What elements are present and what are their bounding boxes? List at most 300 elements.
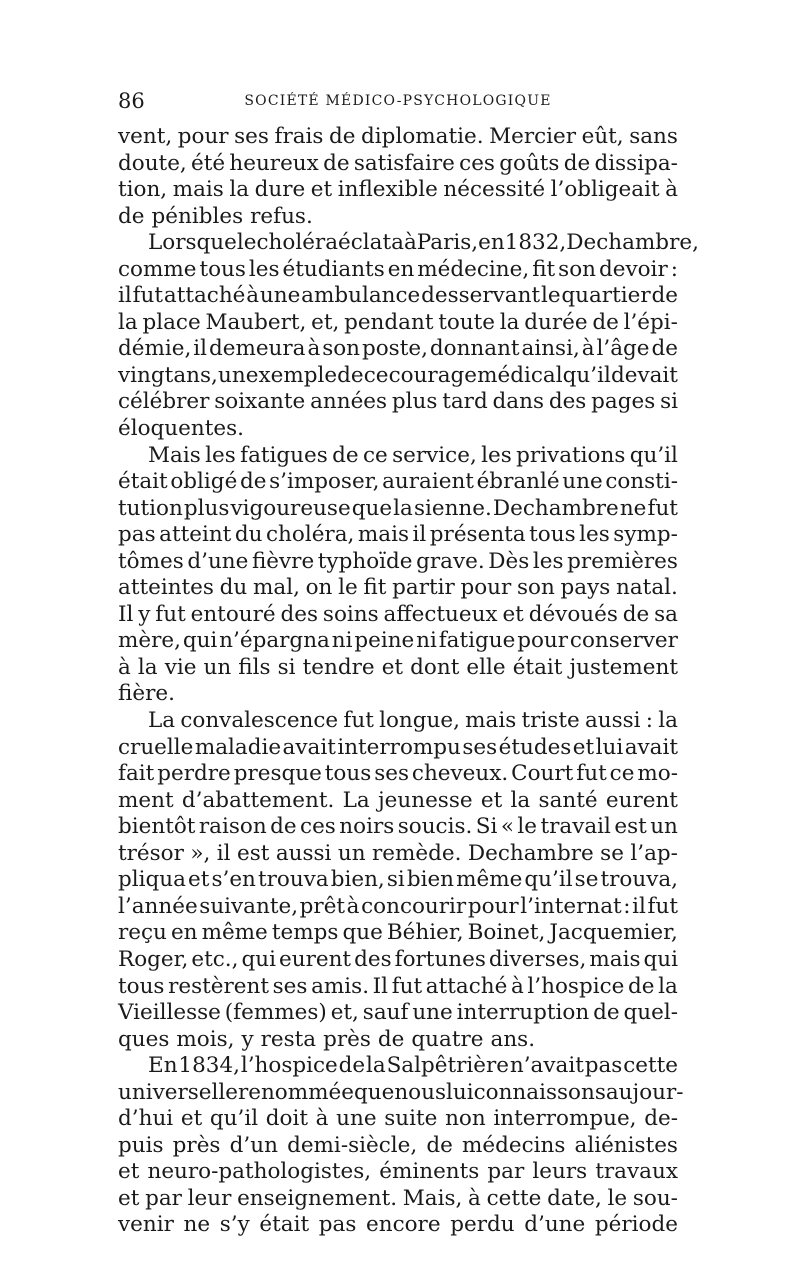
word: vent,	[118, 124, 173, 149]
word: si	[386, 867, 405, 893]
word: son	[322, 336, 361, 362]
page-header	[118, 88, 678, 118]
word: de	[628, 973, 655, 999]
word: dans	[492, 389, 544, 415]
word: études	[498, 734, 572, 760]
word: fatigue	[438, 628, 516, 654]
word: premières	[567, 548, 678, 574]
word: pas	[118, 522, 156, 548]
word: du	[234, 522, 263, 548]
word: ce	[363, 362, 389, 388]
word: Mais,	[402, 1185, 463, 1211]
word: même	[201, 920, 268, 946]
word: trouva,	[600, 867, 678, 893]
word: leurs	[532, 1159, 588, 1185]
text-line	[118, 283, 678, 310]
word: et	[502, 601, 524, 627]
word: enseignement.	[237, 1185, 398, 1211]
word: puis	[118, 1132, 164, 1158]
word: de	[338, 1053, 366, 1079]
word: maladie	[194, 734, 282, 760]
word: de	[651, 283, 678, 309]
word: présenta	[429, 522, 526, 548]
word: mo-	[637, 761, 678, 787]
word: est	[614, 814, 647, 840]
word: à	[665, 177, 678, 203]
word: de	[270, 814, 297, 840]
word: il	[193, 336, 208, 362]
word: cette	[623, 1053, 678, 1079]
word: aliénistes	[574, 1132, 678, 1158]
word: Lorsque	[148, 230, 237, 256]
word: »,	[190, 840, 211, 866]
word: de	[622, 601, 650, 627]
word: tion,	[118, 177, 168, 203]
word: consti-	[605, 469, 678, 495]
word: il	[118, 283, 132, 309]
word: ambulance	[301, 283, 421, 309]
word: inflexible	[337, 177, 438, 203]
word: demi-siècle,	[287, 1132, 418, 1158]
word: la	[393, 495, 413, 521]
word: tendre	[302, 654, 375, 680]
word: qu’il	[524, 867, 573, 893]
word: l’obligeait	[550, 177, 660, 203]
word: heureux	[229, 150, 319, 176]
word: nécessité	[443, 177, 546, 203]
text-line	[118, 230, 699, 257]
word: La	[342, 787, 370, 813]
word: Dechambre,	[566, 230, 699, 256]
word: mère,	[118, 628, 181, 654]
word: nous	[394, 1079, 446, 1105]
word: d’un	[229, 1132, 278, 1158]
word: de	[332, 442, 359, 468]
word: se	[600, 840, 624, 866]
word: les	[481, 442, 512, 468]
word: longue,	[379, 708, 460, 734]
word: étudiants	[282, 256, 385, 282]
word: de	[377, 1026, 405, 1052]
word: privations	[516, 442, 626, 468]
word: auraient	[382, 469, 474, 495]
word: d’une	[524, 1212, 586, 1238]
word: éminents	[379, 1159, 480, 1185]
text-line	[118, 947, 678, 974]
word: des	[548, 389, 587, 415]
word: doit	[265, 1106, 308, 1132]
word: temps	[271, 920, 339, 946]
text-line	[118, 681, 678, 708]
word: connaissons	[473, 1079, 606, 1105]
word: médical	[477, 362, 563, 388]
word: de	[329, 124, 356, 149]
word: sauf	[362, 1000, 409, 1026]
word: de-	[644, 1106, 678, 1132]
word: l’internat	[520, 893, 622, 919]
text-line	[118, 204, 678, 231]
word: quel-	[623, 1000, 678, 1026]
word: pénibles	[151, 203, 244, 229]
word: en	[170, 920, 198, 946]
word: Court	[511, 761, 574, 787]
word: mais	[357, 522, 409, 548]
text-line	[118, 1079, 684, 1107]
word: les	[532, 548, 564, 574]
text-line	[118, 416, 678, 443]
text-line	[118, 867, 678, 894]
text-line	[118, 1212, 678, 1239]
text-line	[118, 655, 678, 682]
word: elle	[466, 654, 506, 680]
word: qu’il	[562, 362, 611, 388]
word: est	[236, 840, 270, 866]
word: médecine,	[417, 256, 530, 282]
word: ces	[300, 814, 336, 840]
word: un	[650, 814, 678, 840]
word: tution	[118, 495, 183, 521]
word: entouré	[190, 601, 276, 627]
word: attaché	[163, 283, 246, 309]
word: (femmes)	[224, 1000, 327, 1026]
word: poste,	[361, 336, 428, 362]
word: ques	[118, 1026, 170, 1052]
word: fut	[647, 495, 678, 521]
word: grave.	[416, 548, 485, 574]
word: une	[336, 1106, 377, 1132]
word: ses	[272, 973, 308, 999]
word: le	[517, 814, 538, 840]
word: cheveux.	[411, 761, 509, 787]
word: s’imposer,	[269, 469, 380, 495]
word: affectueux	[383, 601, 498, 627]
word: dévoués	[528, 601, 618, 627]
word: période	[594, 1212, 678, 1238]
word: pliqua	[118, 867, 186, 893]
word: soixante	[214, 389, 306, 415]
word: l’ap-	[630, 840, 678, 866]
word: mais	[465, 708, 517, 734]
word: bien	[406, 867, 455, 893]
word: noirs	[339, 814, 395, 840]
word: une	[259, 283, 301, 309]
word: si	[660, 389, 678, 415]
text-line	[118, 602, 678, 629]
word: à	[246, 283, 260, 309]
word: convalescence	[180, 708, 339, 734]
word: qu’il	[209, 1106, 259, 1132]
word: fièvre	[251, 548, 315, 574]
word: Maubert,	[205, 309, 307, 335]
word: Vieillesse	[118, 1000, 221, 1026]
word: mal,	[252, 575, 300, 601]
word: Il	[372, 973, 389, 999]
word: que	[353, 1079, 395, 1105]
word: son	[558, 256, 596, 282]
word: le	[607, 1185, 628, 1211]
word: à	[346, 893, 360, 919]
word: l’épi-	[623, 309, 678, 335]
word: renommée	[237, 1079, 354, 1105]
word: Dechambre	[467, 840, 594, 866]
word: sienne.	[413, 495, 492, 521]
word: interrompu	[337, 734, 461, 760]
text-line	[118, 894, 678, 921]
word: éclata	[338, 230, 404, 256]
word: même	[456, 867, 523, 893]
word: soucis.	[397, 814, 473, 840]
word: satisfaire	[353, 150, 455, 176]
word: symp-	[613, 522, 678, 548]
word: tous	[199, 256, 246, 282]
word: date,	[547, 1185, 602, 1211]
word: demeura	[208, 336, 306, 362]
word: à	[118, 654, 131, 680]
word: et	[310, 177, 333, 203]
text-line	[118, 496, 678, 523]
word: par	[487, 1159, 525, 1185]
text-line	[118, 735, 678, 762]
word: années	[310, 389, 388, 415]
word: et	[572, 734, 595, 760]
word: il	[216, 840, 231, 866]
word: s’en	[211, 867, 256, 893]
word: attaché	[425, 973, 508, 999]
word: ne	[183, 1212, 211, 1238]
word: et	[381, 654, 404, 680]
word: Il	[118, 601, 134, 627]
word: la	[229, 177, 250, 203]
word: typhoïde	[317, 548, 413, 574]
word: qui	[643, 946, 678, 972]
word: de	[651, 336, 678, 362]
word: à	[307, 336, 321, 362]
word: était	[118, 469, 168, 495]
word: mais	[172, 177, 224, 203]
word: célébrer	[118, 389, 210, 415]
word: pour	[460, 575, 512, 601]
word: plus	[183, 495, 230, 521]
word: d’une	[187, 548, 249, 574]
text-line	[118, 151, 678, 178]
word: que	[351, 495, 393, 521]
word: etc.,	[191, 946, 239, 972]
text-line	[118, 761, 678, 788]
word: médecins	[461, 1132, 566, 1158]
word: tous	[529, 522, 576, 548]
text-line	[118, 522, 678, 549]
word: ainsi,	[521, 336, 580, 362]
word: reçu	[118, 920, 167, 946]
word: n’avait	[509, 1053, 584, 1079]
word: le	[338, 575, 358, 601]
text-line	[118, 469, 678, 496]
word: l’hospice	[527, 973, 625, 999]
text-line	[118, 974, 678, 1001]
word: devait	[610, 362, 678, 388]
word: En	[148, 1053, 178, 1079]
word: Mais	[148, 442, 201, 468]
word: non	[445, 1106, 486, 1132]
word: resta	[260, 1026, 317, 1052]
word: obligé	[170, 469, 238, 495]
word: de	[563, 150, 591, 176]
word: de	[426, 1132, 453, 1158]
word: ans.	[490, 1026, 536, 1052]
word: près	[172, 1132, 221, 1158]
text-line	[118, 549, 678, 576]
word: justement	[569, 654, 678, 680]
word: Béhier,	[386, 920, 464, 946]
word: cruelle	[118, 734, 194, 760]
word: pays	[560, 575, 611, 601]
word: Roger,	[118, 946, 189, 972]
word: durée	[524, 309, 588, 335]
word: les	[579, 522, 610, 548]
word: pendant	[344, 309, 434, 335]
word: la	[118, 309, 138, 335]
word: et	[180, 1106, 203, 1132]
word: perdre	[157, 761, 231, 787]
word: et	[188, 867, 210, 893]
word: ses	[374, 761, 409, 787]
word: conserver	[569, 628, 678, 654]
word: l’hospice	[240, 1053, 338, 1079]
word: de	[118, 203, 145, 229]
word: tômes	[118, 548, 184, 574]
word: un	[217, 362, 246, 388]
word: ébranlé	[476, 469, 560, 495]
word: universelle	[118, 1079, 238, 1105]
word: Boinet,	[467, 920, 546, 946]
text-line	[118, 1159, 678, 1186]
word: de	[593, 1000, 620, 1026]
text-line	[118, 124, 678, 151]
word: du	[219, 575, 248, 601]
word: avait	[282, 734, 336, 760]
word: pour	[517, 628, 569, 654]
word: par	[145, 1185, 182, 1211]
word: la	[658, 973, 678, 999]
word: quatre	[411, 1026, 484, 1052]
text-line	[118, 788, 678, 815]
word: et,	[311, 309, 340, 335]
word: diverses,	[488, 946, 587, 972]
word: amis.	[311, 973, 370, 999]
word: Salpêtrière	[386, 1053, 509, 1079]
word: en	[387, 256, 415, 282]
word: n’épargna	[219, 628, 330, 654]
word: venir	[118, 1212, 174, 1238]
text-line	[118, 177, 678, 204]
word: Jacquemier,	[549, 920, 678, 946]
running-title: SOCIÉTÉ MÉDICO-PSYCHOLOGIQUE	[244, 93, 552, 109]
word: :	[623, 893, 631, 919]
word: la	[366, 1053, 386, 1079]
word: un	[203, 654, 232, 680]
word: avait	[624, 734, 678, 760]
word: éloquentes.	[118, 416, 244, 442]
word: La	[148, 708, 176, 734]
word: mais	[589, 946, 641, 972]
word: une	[562, 469, 603, 495]
word: d’hui	[118, 1106, 174, 1132]
word: refus.	[250, 203, 313, 229]
word: démie,	[118, 336, 192, 362]
word: fut	[343, 708, 374, 734]
word: fut	[132, 283, 164, 309]
text-line	[118, 1000, 678, 1027]
word: des	[280, 601, 319, 627]
word: on	[305, 575, 333, 601]
word: de	[337, 362, 364, 388]
word: fit	[532, 256, 556, 282]
word: :	[670, 256, 678, 282]
word: comme	[118, 256, 197, 282]
text-line	[118, 1027, 678, 1054]
word: il	[632, 893, 646, 919]
word: de	[592, 309, 619, 335]
word: travail	[540, 814, 611, 840]
word: tous	[118, 973, 165, 999]
word: pas	[318, 1212, 357, 1238]
word: et	[118, 1159, 140, 1185]
word: qui	[182, 628, 218, 654]
word: à	[510, 973, 524, 999]
text-line	[118, 1106, 678, 1133]
word: ans,	[173, 362, 218, 388]
word: encore	[366, 1212, 441, 1238]
word: diplomatie.	[361, 124, 484, 149]
word: doute,	[118, 150, 187, 176]
word: fait	[118, 761, 155, 787]
word: qui	[241, 946, 276, 972]
word: trouva	[257, 867, 329, 893]
word: ses	[462, 734, 498, 760]
word: fut	[155, 601, 186, 627]
word: fière.	[118, 681, 175, 707]
word: pages	[591, 389, 656, 415]
word: courage	[388, 362, 478, 388]
text-line	[118, 257, 678, 284]
word: la	[137, 654, 158, 680]
word: exemple	[245, 362, 338, 388]
text-line	[118, 363, 678, 390]
word: atteint	[159, 522, 232, 548]
word: santé	[538, 787, 598, 813]
word: 1832,	[504, 230, 567, 256]
word: fut	[391, 973, 423, 999]
word: ces	[459, 150, 495, 176]
word: fils	[238, 654, 271, 680]
word: tard	[442, 389, 488, 415]
word: si	[277, 654, 296, 680]
text-line	[118, 1053, 678, 1080]
word: le	[540, 283, 561, 309]
word: ce	[609, 761, 635, 787]
word: ni	[416, 628, 437, 654]
word: remède.	[372, 840, 462, 866]
word: ment	[118, 787, 174, 813]
word: ne	[619, 495, 647, 521]
word: bien,	[330, 867, 385, 893]
text-line	[118, 443, 678, 470]
word: mois,	[176, 1026, 235, 1052]
word: choléra	[256, 230, 339, 256]
word: interrompue,	[493, 1106, 637, 1132]
word: à	[403, 230, 417, 256]
word: fut	[647, 893, 678, 919]
